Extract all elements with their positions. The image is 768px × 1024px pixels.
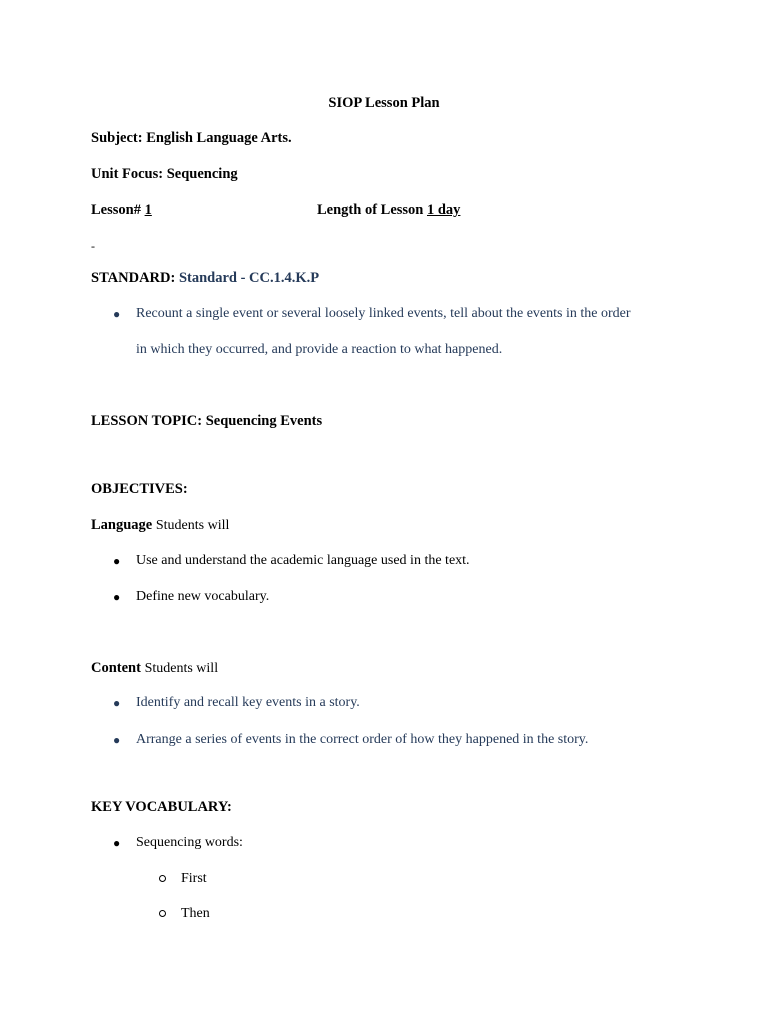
- content-label: Content: [91, 660, 141, 676]
- unit-focus-line: [91, 165, 238, 183]
- content-lead: Students will: [144, 661, 219, 676]
- lesson-number-value: 1: [144, 202, 152, 218]
- standard-text-line-1: Recount a single event or several loosely linked events, tell about the events in the order: [136, 306, 631, 321]
- subject-value: English Language Arts.: [146, 130, 292, 146]
- circle-bullet-icon: [159, 875, 166, 882]
- content-item-1: Identify and recall key events in a story.: [136, 695, 360, 710]
- vocabulary-subitem-1: First: [181, 871, 207, 886]
- lesson-length-value: 1 day: [426, 202, 461, 218]
- key-vocabulary-heading: KEY VOCABULARY:: [91, 799, 232, 815]
- bullet-icon: ●: [113, 733, 121, 747]
- bullet-icon: ●: [113, 696, 121, 710]
- language-label: Language: [91, 517, 153, 533]
- page-title: SIOP Lesson Plan: [328, 95, 440, 111]
- lesson-length-line: [317, 201, 460, 219]
- standard-label: STANDARD:: [91, 270, 176, 286]
- language-item-2: Define new vocabulary.: [136, 589, 270, 604]
- standard-bullet-icon: ●: [113, 307, 121, 321]
- vocabulary-item: Sequencing words:: [136, 835, 243, 850]
- standard-line: [91, 269, 319, 287]
- unit-focus-value: Sequencing: [166, 166, 238, 182]
- content-objective-line: [91, 659, 218, 678]
- lesson-topic-label: LESSON TOPIC:: [91, 413, 203, 429]
- lesson-topic-value: Sequencing Events: [205, 413, 323, 429]
- subject-label: Subject:: [91, 130, 143, 146]
- bullet-icon: ●: [113, 836, 121, 850]
- vocabulary-subitem-2: Then: [181, 906, 210, 921]
- unit-focus-label: Unit Focus:: [91, 166, 164, 182]
- standard-text-line-2: in which they occurred, and provide a reaction to what happened.: [136, 342, 503, 357]
- standard-value: Standard - CC.1.4.K.P: [178, 270, 320, 286]
- subject-line: [91, 129, 292, 147]
- stray-dash: -: [91, 239, 95, 253]
- language-lead: Students will: [155, 518, 230, 533]
- language-item-1: Use and understand the academic language used in the text.: [136, 553, 470, 568]
- content-item-2: Arrange a series of events in the correct order of how they happened in the story.: [136, 732, 589, 747]
- language-objective-line: [91, 516, 229, 535]
- lesson-number-line: [91, 201, 152, 219]
- objectives-heading: OBJECTIVES:: [91, 481, 188, 497]
- circle-bullet-icon: [159, 910, 166, 917]
- bullet-icon: ●: [113, 590, 121, 604]
- lesson-number-label: Lesson#: [91, 202, 141, 218]
- lesson-topic-line: [91, 412, 322, 430]
- bullet-icon: ●: [113, 554, 121, 568]
- lesson-length-label: Length of Lesson: [317, 202, 424, 218]
